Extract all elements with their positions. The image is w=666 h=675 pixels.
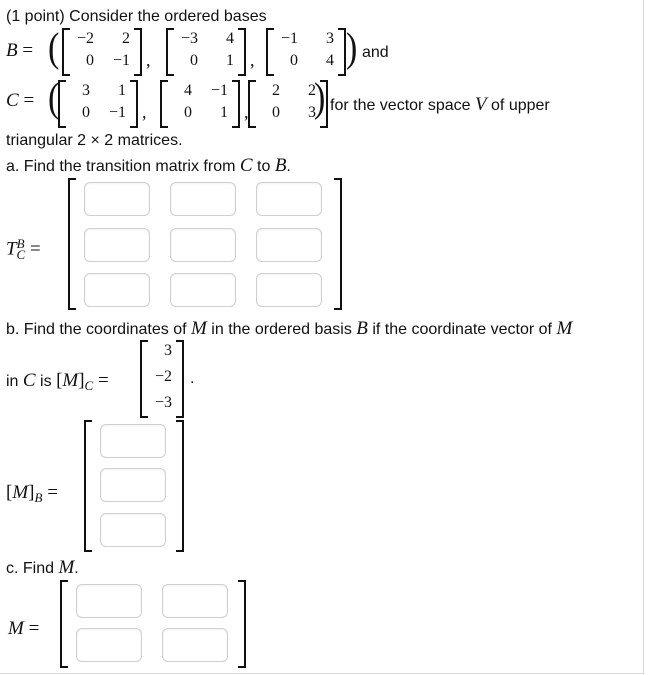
basis-B-comma: ,: [146, 50, 151, 70]
matrix-M-label: M =: [8, 618, 40, 639]
basis-C-matrix-3-entry: 0: [272, 104, 280, 121]
basis-C-label: C =: [6, 90, 35, 111]
answer-a-r3c2[interactable]: [170, 273, 236, 307]
answer-a-r1c2-input[interactable]: [171, 183, 235, 215]
basis-B-matrix-3-entry: 4: [326, 52, 334, 69]
basis-B-matrix-3-entry: −1: [280, 30, 298, 47]
basis-B-matrix-3-entry: 0: [290, 52, 298, 69]
answer-b-entry-3-input[interactable]: [101, 514, 165, 546]
answer-a-r2c1-input[interactable]: [85, 229, 149, 261]
basis-B-matrix-2-entry: 0: [190, 52, 198, 69]
basis-B-matrix-2-right-bracket: [238, 28, 246, 76]
answer-c-r1c1-input[interactable]: [77, 585, 141, 617]
answer-b-entry-1-input[interactable]: [101, 425, 165, 457]
basis-C-matrix-1-entry: 0: [82, 104, 90, 121]
answer-a-r1c2[interactable]: [170, 182, 236, 216]
part-a-prompt: a. Find the transition matrix from C to B.: [6, 155, 291, 176]
basis-B-matrix-3-right-bracket: [338, 28, 346, 76]
basis-B-matrix-2-entry: 4: [226, 30, 234, 47]
answer-c-r1c2[interactable]: [162, 584, 228, 618]
answer-c-r2c2-input[interactable]: [163, 629, 227, 661]
close-paren-C: ): [314, 76, 326, 121]
basis-B-matrix-1-entry: −2: [76, 30, 94, 47]
coord-vector-B-label: $[M]_B$ =: [6, 482, 58, 506]
answer-a-r2c3[interactable]: [256, 228, 322, 262]
transition-matrix-label: $T^B_C$ =: [6, 236, 41, 262]
answer-a-r3c3[interactable]: [256, 273, 322, 307]
matrix-c-left-bracket: [60, 580, 68, 668]
basis-C-matrix-2-entry: 4: [184, 82, 192, 99]
answer-a-r3c3-input[interactable]: [257, 274, 321, 306]
answer-a-r1c1-input[interactable]: [85, 183, 149, 215]
basis-C-comma: ,: [244, 102, 249, 122]
basis-C-matrix-2-right-bracket: [232, 80, 240, 128]
period: .: [190, 370, 195, 387]
basis-C-matrix-1-right-bracket: [130, 80, 138, 128]
open-paren-C: (: [48, 76, 60, 121]
matrix-b-right-bracket: [176, 420, 184, 552]
basis-C-matrix-3-entry: 3: [308, 104, 316, 121]
answer-a-r1c1[interactable]: [84, 182, 150, 216]
part-b-prompt: b. Find the coordinates of M in the ordered basis B if the coordinate vector of M: [6, 318, 573, 339]
answer-a-r2c3-input[interactable]: [257, 229, 321, 261]
answer-a-r1c3[interactable]: [256, 182, 322, 216]
coord-vector-entry-3: −3: [154, 394, 172, 411]
answer-c-r2c1[interactable]: [76, 628, 142, 662]
answer-a-r3c1[interactable]: [84, 273, 150, 307]
answer-a-r3c2-input[interactable]: [171, 274, 235, 306]
basis-C-matrix-1-entry: 1: [118, 82, 126, 99]
basis-B-label: B =: [6, 40, 34, 61]
answer-a-r2c2[interactable]: [170, 228, 236, 262]
basis-B-matrix-1-entry: 0: [86, 52, 94, 69]
answer-a-r1c3-input[interactable]: [257, 183, 321, 215]
basis-B-matrix-1-entry: 2: [122, 30, 130, 47]
answer-a-r2c2-input[interactable]: [171, 229, 235, 261]
intro-text: (1 point) Consider the ordered bases: [6, 8, 267, 25]
coord-vector-right-bracket: [176, 340, 184, 418]
answer-b-entry-2-input[interactable]: [101, 469, 165, 501]
answer-a-r2c1[interactable]: [84, 228, 150, 262]
matrix-a-right-bracket: [334, 178, 342, 310]
answer-c-r2c2[interactable]: [162, 628, 228, 662]
basis-C-matrix-2-entry: 1: [220, 104, 228, 121]
matrix-a-left-bracket: [68, 178, 76, 310]
basis-C-matrix-2-entry: −1: [210, 82, 228, 99]
basis-B-matrix-2-entry: 1: [226, 52, 234, 69]
coord-vector-entry-1: 3: [164, 342, 172, 359]
open-paren-B: (: [48, 26, 60, 71]
basis-C-matrix-1-entry: 3: [82, 82, 90, 99]
close-paren-B: ): [346, 26, 358, 71]
coord-vector-entry-2: −2: [154, 368, 172, 385]
vector-space-text: for the vector space V of upper: [330, 94, 550, 115]
basis-B-comma: ,: [250, 50, 255, 70]
basis-C-matrix-2-entry: 0: [184, 104, 192, 121]
answer-b-entry-1[interactable]: [100, 424, 166, 458]
coord-vector-C-label: in C is $[M]_C$ =: [6, 370, 109, 394]
answer-c-r1c1[interactable]: [76, 584, 142, 618]
basis-C-matrix-1-entry: −1: [108, 104, 126, 121]
answer-c-r1c2-input[interactable]: [163, 585, 227, 617]
matrix-b-left-bracket: [84, 420, 92, 552]
basis-B-matrix-1-entry: −1: [112, 52, 130, 69]
basis-C-comma: ,: [142, 102, 147, 122]
basis-B-matrix-1-right-bracket: [134, 28, 142, 76]
matrix-c-right-bracket: [238, 580, 246, 668]
part-c-prompt: c. Find M.: [6, 557, 79, 578]
triangular-text: triangular 2 × 2 matrices.: [6, 132, 183, 149]
answer-b-entry-3[interactable]: [100, 513, 166, 547]
basis-B-matrix-2-entry: −3: [180, 30, 198, 47]
basis-C-matrix-3-entry: 2: [308, 82, 316, 99]
answer-a-r3c1-input[interactable]: [85, 274, 149, 306]
basis-B-matrix-3-entry: 3: [326, 30, 334, 47]
basis-C-matrix-3-entry: 2: [272, 82, 280, 99]
and-text: and: [362, 44, 389, 61]
answer-b-entry-2[interactable]: [100, 468, 166, 502]
answer-c-r2c1-input[interactable]: [77, 629, 141, 661]
